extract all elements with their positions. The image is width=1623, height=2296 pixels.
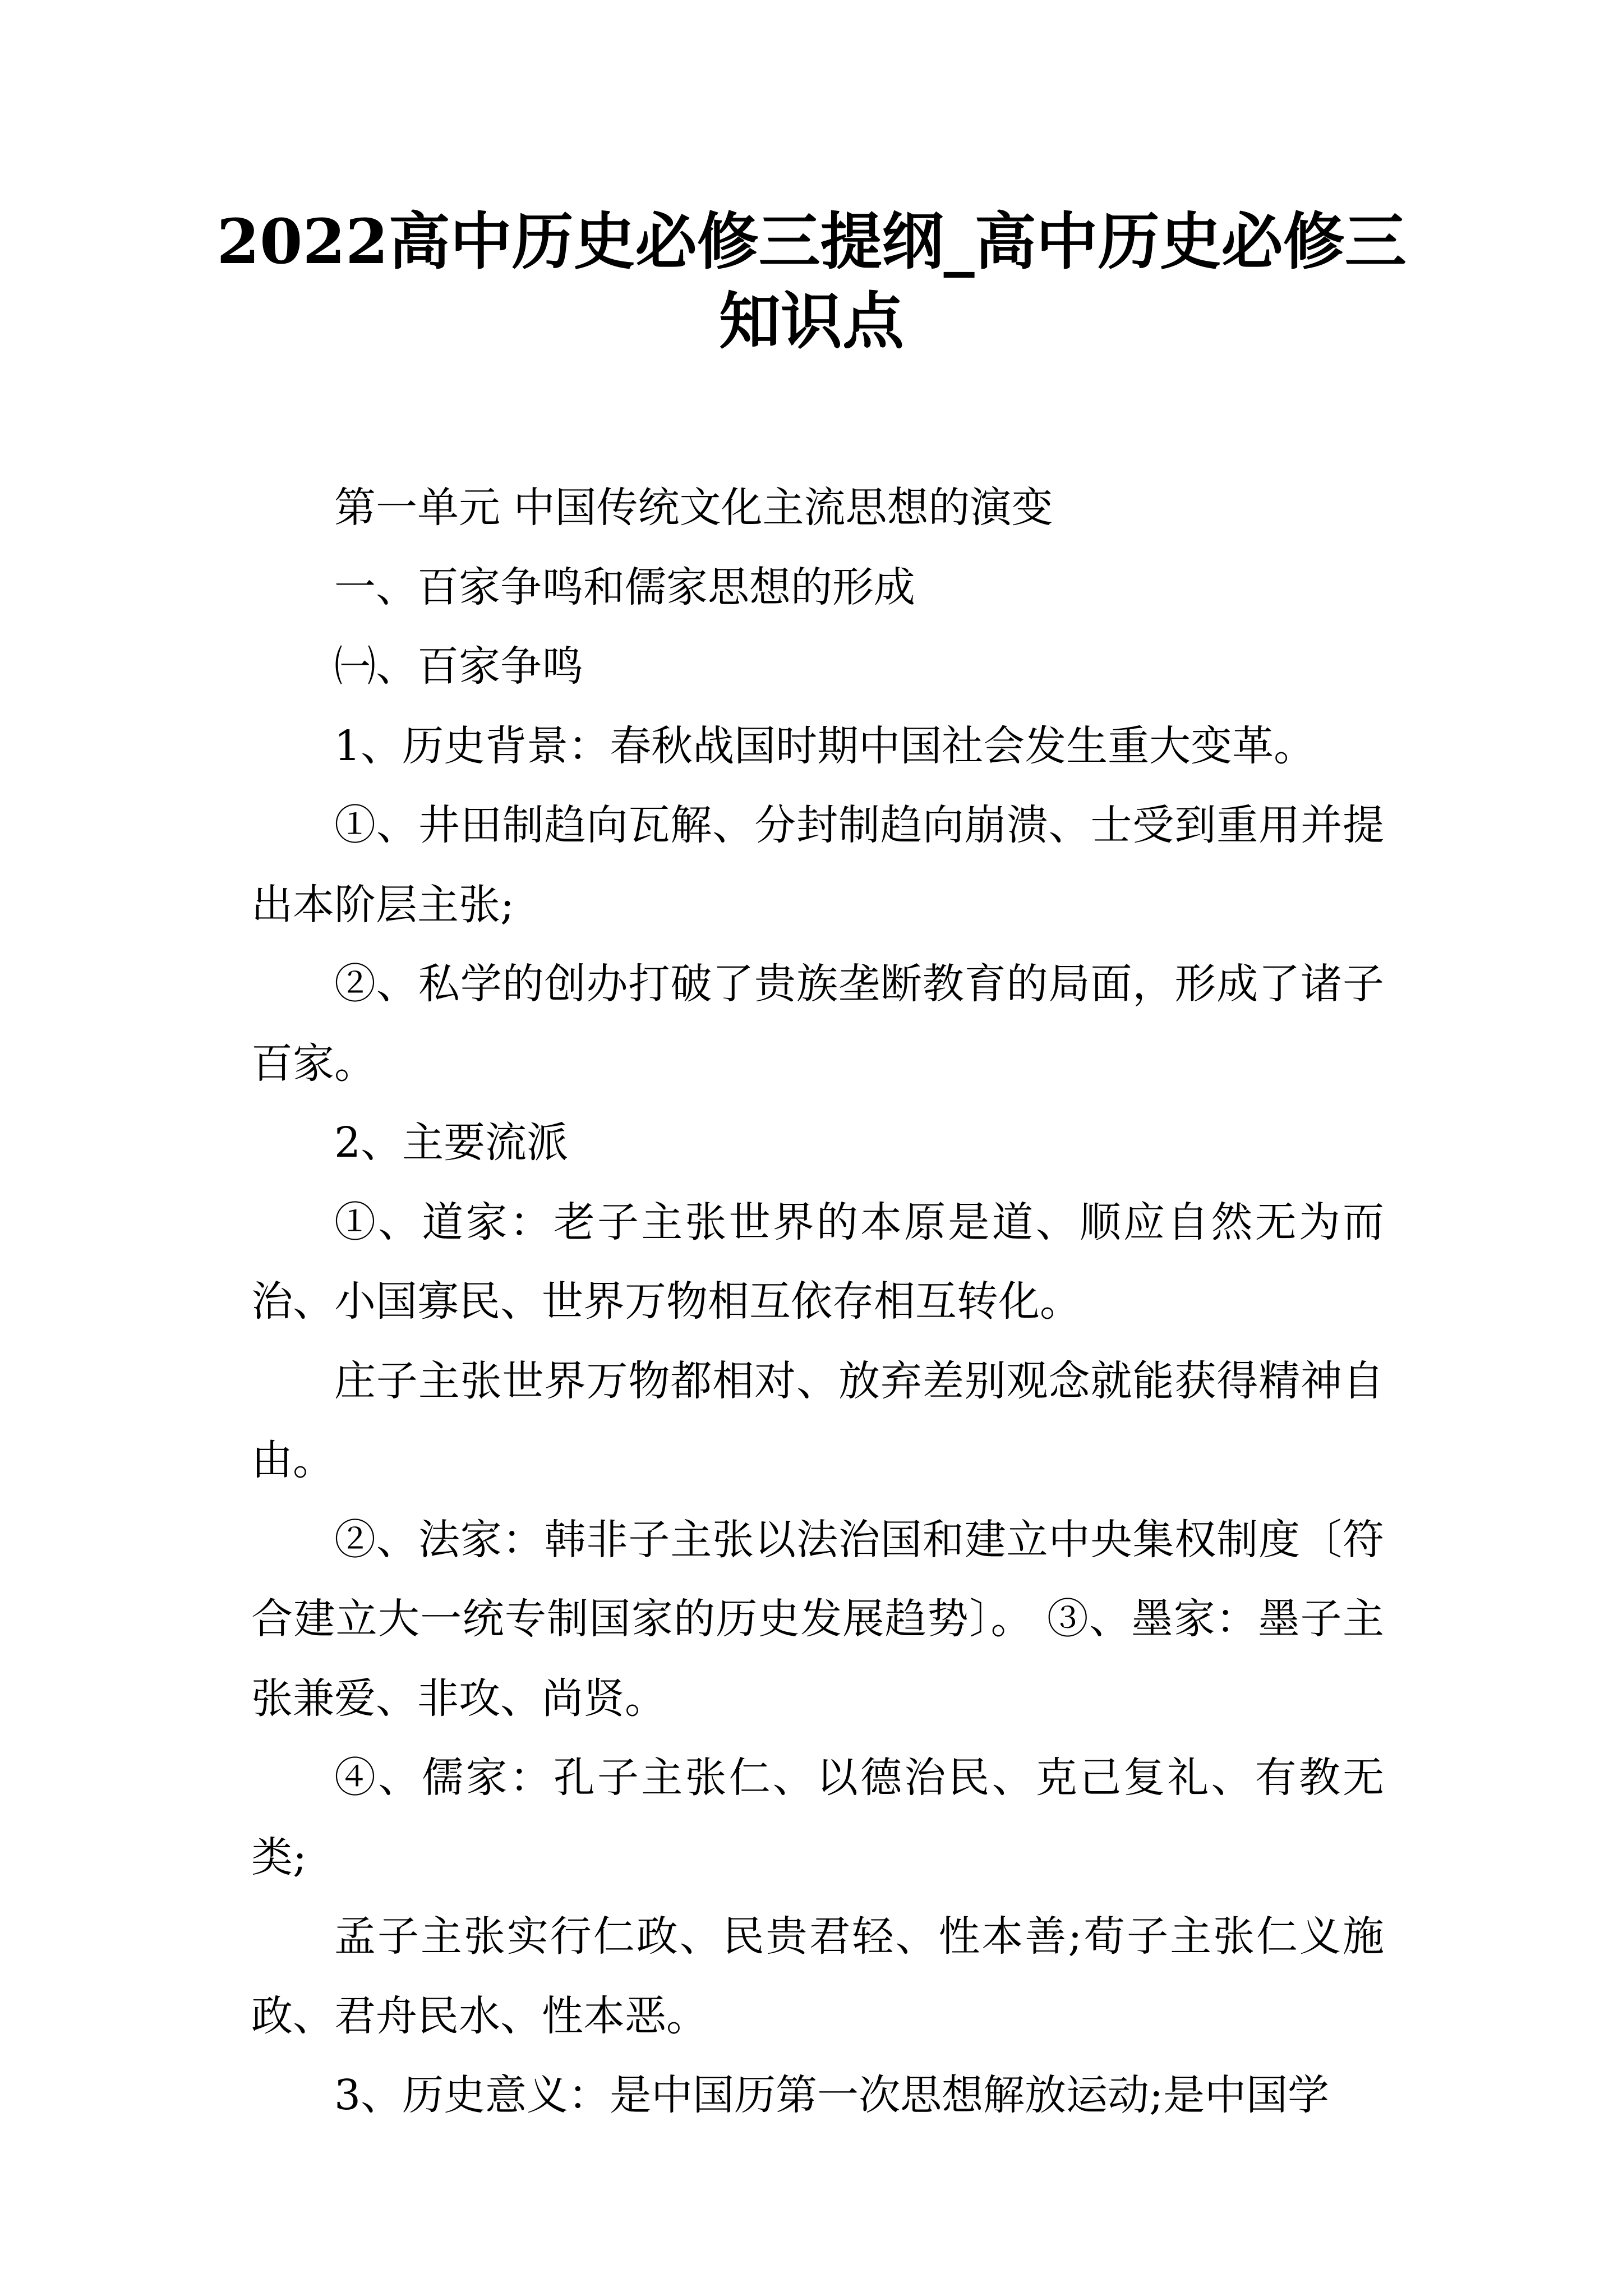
paragraph-point-2: ②、私学的创办打破了贵族垄断教育的局面，形成了诸子百家。 [251, 960, 1384, 1088]
section-heading: 一、百家争鸣和儒家思想的形成 [334, 563, 915, 611]
paragraph-background: 1、历史背景：春秋战国时期中国社会发生重大变革。 [334, 721, 1316, 770]
document-body [251, 468, 1384, 2136]
paragraph-point-1: ①、井田制趋向瓦解、分封制趋向崩溃、士受到重用并提出本阶层主张; [251, 801, 1384, 929]
paragraph-zhuangzi: 庄子主张世界万物都相对、放弃差别观念就能获得精神自由。 [251, 1356, 1384, 1484]
subsection-heading: ㈠、百家争鸣 [334, 642, 583, 691]
title-line-2: 知识点 [719, 285, 904, 357]
title-line-1: 2022高中历史必修三提纲_高中历史必修三 [216, 205, 1407, 278]
paragraph-confucianism: ④、儒家：孔子主张仁、以德治民、克己复礼、有教无类; [251, 1754, 1384, 1881]
paragraph-schools-heading: 2、主要流派 [334, 1119, 569, 1167]
paragraph-mencius-xunzi: 孟子主张实行仁政、民贵君轻、性本善;荀子主张仁义施政、君舟民水、性本恶。 [251, 1912, 1384, 2040]
unit-heading: 第一单元 中国传统文化主流思想的演变 [334, 484, 1053, 532]
paragraph-significance: 3、历史意义：是中国历第一次思想解放运动;是中国学 [334, 2071, 1330, 2119]
document-title [168, 202, 1455, 361]
paragraph-daoism: ①、道家：老子主张世界的本原是道、顺应自然无为而治、小国寡民、世界万物相互依存相互转化。 [251, 1198, 1384, 1326]
paragraph-legalism-mohism: ②、法家：韩非子主张以法治国和建立中央集权制度〔符合建立大一统专制国家的历史发展趋势〕。 ③、墨家：墨子主张兼爱、非攻、尚贤。 [251, 1515, 1384, 1723]
